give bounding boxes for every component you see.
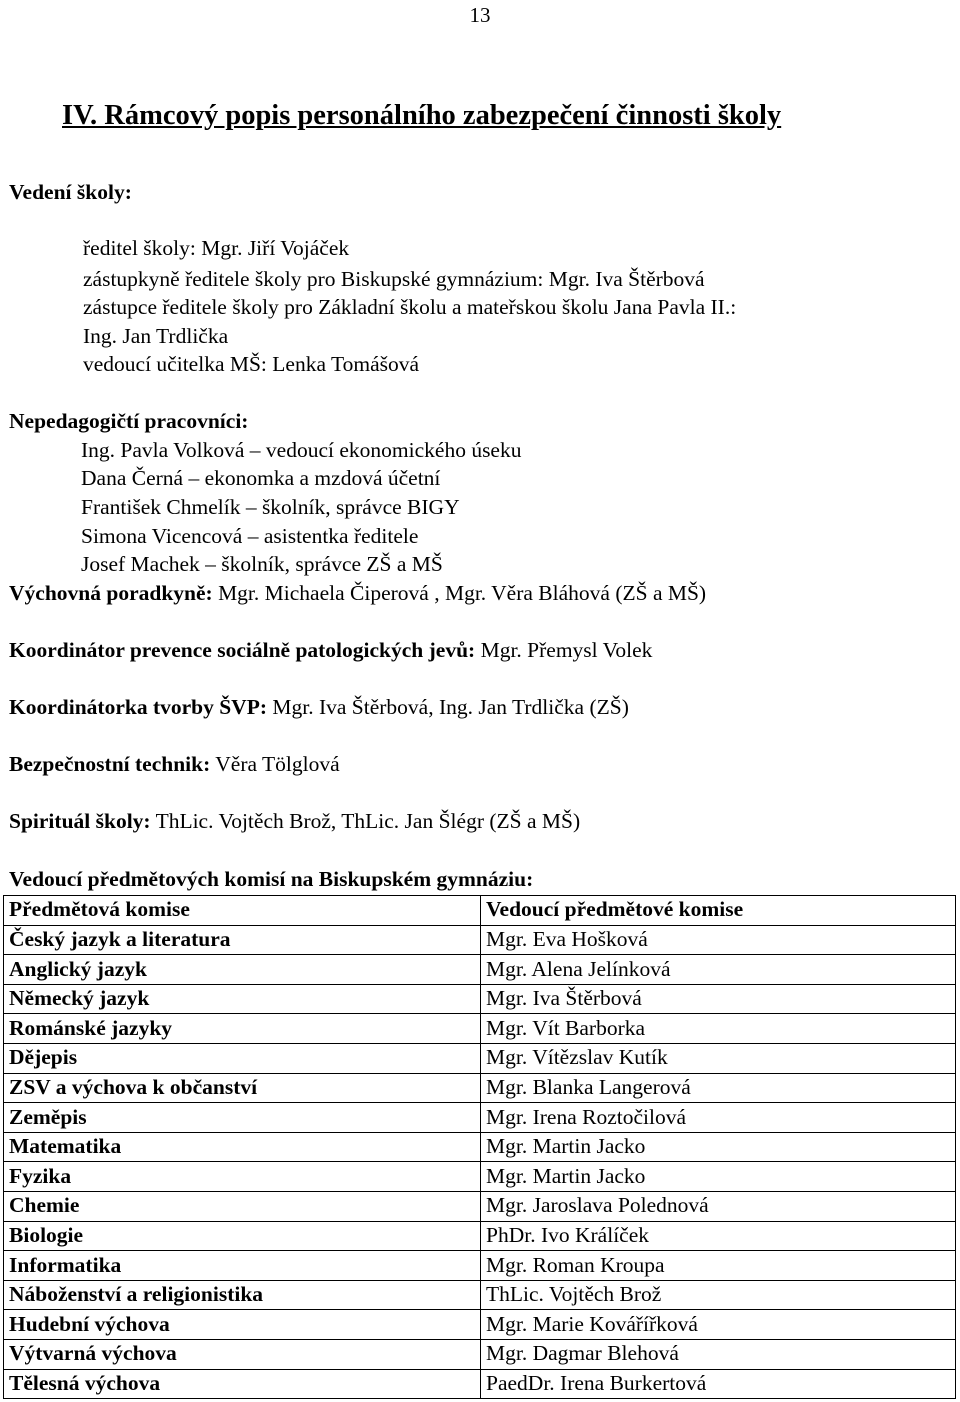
vedeni-line-zastupce-name: Ing. Jan Trdlička xyxy=(83,324,229,348)
vedeni-line-zastupkyne: zástupkyně ředitele školy pro Biskupské gymnázium: Mgr. Iva Štěrbová xyxy=(83,267,705,291)
nepedagogicti-line: Simona Vicencová – asistentka ředitele xyxy=(81,524,419,548)
komise-leader: ThLic. Vojtěch Brož xyxy=(481,1280,956,1310)
komise-subject: Chemie xyxy=(4,1191,481,1221)
role-label: Výchovná poradkyně: xyxy=(9,581,213,605)
komise-leader: Mgr. Dagmar Blehová xyxy=(481,1339,956,1369)
role-label: Koordinátorka tvorby ŠVP: xyxy=(9,695,267,719)
komise-leader: Mgr. Martin Jacko xyxy=(481,1132,956,1162)
komise-leader: Mgr. Vítězslav Kutík xyxy=(481,1043,956,1073)
komise-subject: Český jazyk a literatura xyxy=(4,925,481,955)
table-row xyxy=(4,1191,956,1221)
table-header-row xyxy=(4,896,956,926)
komise-subject: Fyzika xyxy=(4,1162,481,1192)
col-header-vedouci: Vedoucí předmětové komise xyxy=(481,896,956,926)
table-row xyxy=(4,1369,956,1399)
role-value: Mgr. Iva Štěrbová, Ing. Jan Trdlička (ZŠ) xyxy=(267,695,629,719)
role-label: Koordinátor prevence sociálně patologických jevů: xyxy=(9,638,476,662)
nepedagogicti-line: Josef Machek – školník, správce ZŠ a MŠ xyxy=(81,552,443,576)
table-row xyxy=(4,1132,956,1162)
nepedagogicti-heading: Nepedagogičtí pracovníci: xyxy=(9,409,249,433)
vedeni-line-ms: vedoucí učitelka MŠ: Lenka Tomášová xyxy=(83,352,420,376)
komise-subject: ZSV a výchova k občanství xyxy=(4,1073,481,1103)
table-row xyxy=(4,1043,956,1073)
table-row xyxy=(4,1251,956,1281)
komise-leader: Mgr. Iva Štěrbová xyxy=(481,984,956,1014)
komise-subject: Výtvarná výchova xyxy=(4,1339,481,1369)
komise-subject: Tělesná výchova xyxy=(4,1369,481,1399)
table-row xyxy=(4,1073,956,1103)
komise-subject: Zeměpis xyxy=(4,1103,481,1133)
komise-leader: PaedDr. Irena Burkertová xyxy=(481,1369,956,1399)
komise-leader: Mgr. Alena Jelínková xyxy=(481,955,956,985)
role-koordinatorka-svp xyxy=(9,695,629,721)
vedeni-line-reditel: ředitel školy: Mgr. Jiří Vojáček xyxy=(83,236,350,260)
komise-table xyxy=(3,895,956,1399)
komise-subject: Dějepis xyxy=(4,1043,481,1073)
komise-leader: Mgr. Jaroslava Polednová xyxy=(481,1191,956,1221)
komise-leader: Mgr. Roman Kroupa xyxy=(481,1251,956,1281)
role-bezpecnostni-technik xyxy=(9,752,340,778)
table-row xyxy=(4,984,956,1014)
role-spiritual xyxy=(9,809,580,835)
nepedagogicti-line: Dana Černá – ekonomka a mzdová účetní xyxy=(81,466,441,490)
komise-subject: Románské jazyky xyxy=(4,1014,481,1044)
komise-subject: Náboženství a religionistika xyxy=(4,1280,481,1310)
table-row xyxy=(4,925,956,955)
nepedagogicti-line: František Chmelík – školník, správce BIGY xyxy=(81,495,460,519)
vedeni-line-zastupce: zástupce ředitele školy pro Základní školu a mateřskou školu Jana Pavla II.: xyxy=(83,295,737,319)
role-value: Věra Tölglová xyxy=(210,752,340,776)
komise-leader: Mgr. Vít Barborka xyxy=(481,1014,956,1044)
table-row xyxy=(4,1103,956,1133)
role-value: Mgr. Přemysl Volek xyxy=(475,638,653,662)
table-row xyxy=(4,1339,956,1369)
komise-subject: Hudební výchova xyxy=(4,1310,481,1340)
table-row xyxy=(4,1280,956,1310)
komise-leader: Mgr. Martin Jacko xyxy=(481,1162,956,1192)
komise-leader: PhDr. Ivo Králíček xyxy=(481,1221,956,1251)
komise-leader: Mgr. Irena Roztočilová xyxy=(481,1103,956,1133)
komise-subject: Biologie xyxy=(4,1221,481,1251)
komise-leader: Mgr. Blanka Langerová xyxy=(481,1073,956,1103)
role-value: Mgr. Michaela Čiperová , Mgr. Věra Bláhová (ZŠ a MŠ) xyxy=(212,581,707,605)
komise-subject: Informatika xyxy=(4,1251,481,1281)
komise-subject: Matematika xyxy=(4,1132,481,1162)
table-row xyxy=(4,1162,956,1192)
role-value: ThLic. Vojtěch Brož, ThLic. Jan Šlégr (ZŠ a MŠ) xyxy=(150,809,581,833)
role-label: Spirituál školy: xyxy=(9,809,151,833)
table-row xyxy=(4,1014,956,1044)
nepedagogicti-line: Ing. Pavla Volková – vedoucí ekonomického úseku xyxy=(81,438,522,462)
komise-heading: Vedoucí předmětových komisí na Biskupském gymnáziu: xyxy=(9,867,534,891)
vedeni-heading: Vedení školy: xyxy=(9,180,132,204)
role-vychovna-poradkyne xyxy=(9,581,706,607)
col-header-komise: Předmětová komise xyxy=(4,896,481,926)
role-label: Bezpečnostní technik: xyxy=(9,752,211,776)
komise-subject: Anglický jazyk xyxy=(4,955,481,985)
page-number: 13 xyxy=(469,3,491,27)
role-koordinator-prevence xyxy=(9,638,652,664)
komise-subject: Německý jazyk xyxy=(4,984,481,1014)
komise-leader: Mgr. Marie Kovářířková xyxy=(481,1310,956,1340)
table-row xyxy=(4,1310,956,1340)
table-row xyxy=(4,1221,956,1251)
table-row xyxy=(4,955,956,985)
komise-leader: Mgr. Eva Hošková xyxy=(481,925,956,955)
page-title: IV. Rámcový popis personálního zabezpečení činnosti školy xyxy=(62,100,782,131)
